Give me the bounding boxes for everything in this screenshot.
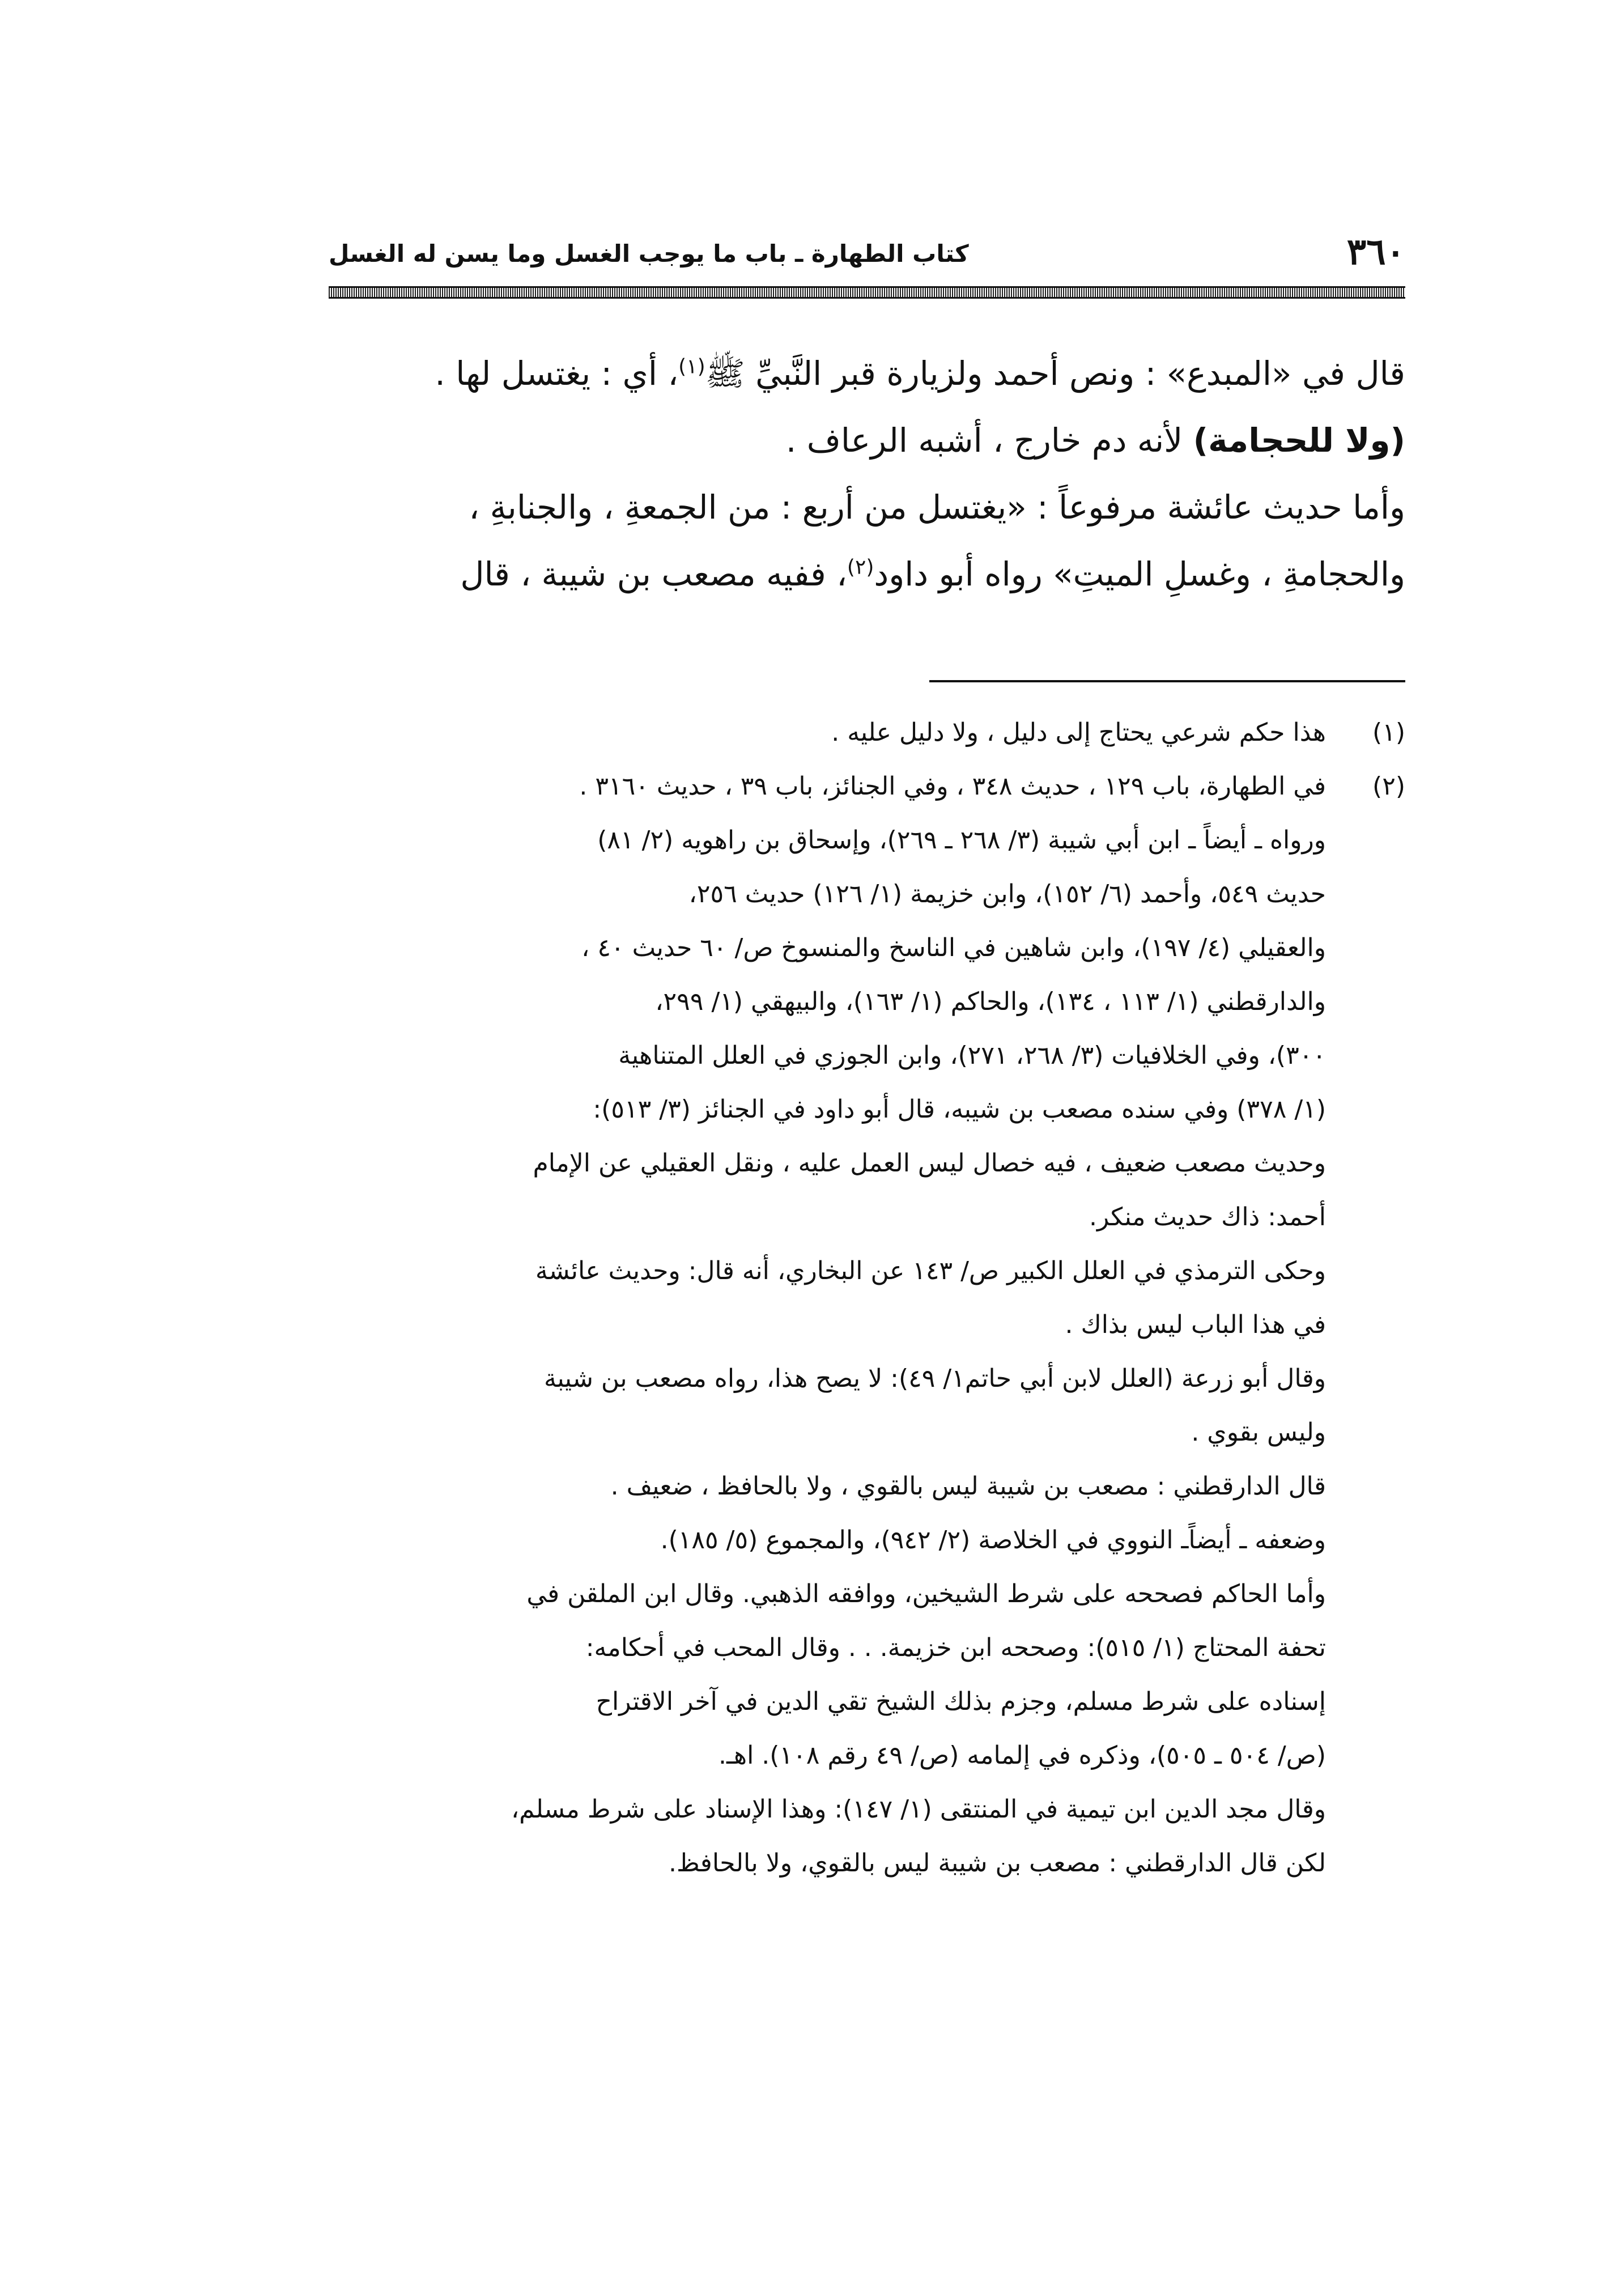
footnote-ref-1[interactable]: (١) [678,355,705,379]
footnote-line: وقال أبو زرعة (العلل لابن أبي حاتم١/ ٤٩): لا يصح هذا، رواه مصعب بن شيبة [543,1364,1326,1393]
footnote-1 [329,706,1405,759]
main-line-4: والحجامةِ ، وغسلِ الميتِ» رواه أبو داود$^{(٢)}$، ففيه مصعب بن شيبة ، قال [460,555,1405,593]
page-number: ٣٦٠ [1346,231,1405,273]
footnote-line: تحفة المحتاج (١/ ٥١٥): وصححه ابن خزيمة. . . وقال المحب في أحكامه: [585,1633,1326,1662]
running-title: كتاب الطهارة ـ باب ما يوجب الغسل وما يسن له الغسل [329,240,969,267]
footnote-line: في الطهارة، باب ١٢٩ ، حديث ٣٤٨ ، وفي الجنائز، باب ٣٩ ، حديث ٣١٦٠ . [579,772,1326,801]
footnote-2 [329,759,1405,1890]
main-line-2: (ولا للحجامة) لأنه دم خارج ، أشبه الرعاف . [785,421,1405,460]
footnote-line: وأما الحاكم فصححه على شرط الشيخين، ووافقه الذهبي. وقال ابن الملقن في [526,1579,1326,1608]
footnote-line: ٣٠٠)، وفي الخلافيات (٣/ ٢٦٨، ٢٧١)، وابن الجوزي في العلل المتناهية [618,1041,1326,1070]
matn-phrase: (ولا للحجامة) [1193,421,1405,460]
footnote-line: قال الدارقطني : مصعب بن شيبة ليس بالقوي ، ولا بالحافظ ، ضعيف . [610,1472,1326,1501]
footnote-separator [929,680,1405,682]
footnotes [329,706,1405,1890]
footnote-line: وضعفه ـ أيضاًـ النووي في الخلاصة (٢/ ٩٤٢)، والمجموع (٥/ ١٨٥). [660,1526,1326,1555]
footnote-line: أحمد: ذاك حديث منكر. [1089,1203,1326,1232]
main-line-3: وأما حديث عائشة مرفوعاً : «يغتسل من أربع : من الجمعةِ ، والجنابةِ ، [469,488,1405,526]
footnote-line: وحكى الترمذي في العلل الكبير ص/ ١٤٣ عن البخاري، أنه قال: وحديث عائشة [535,1256,1326,1285]
footnote-line: (١/ ٣٧٨) وفي سنده مصعب بن شيبه، قال أبو داود في الجنائز (٣/ ٥١٣): [593,1095,1326,1124]
footnote-line: حديث ٥٤٩، وأحمد (٦/ ١٥٢)، وابن خزيمة (١/ ١٢٦) حديث ٢٥٦، [688,880,1326,908]
main-line-1: قال في «المبدع» : ونص أحمد ولزيارة قبر النَّبيِّ ﷺ$^{(١)}$، أي : يغتسل لها . [435,354,1405,393]
footnote-line: والدارقطني (١/ ١١٣ ، ١٣٤)، والحاكم (١/ ١٦٣)، والبيهقي (١/ ٢٩٩، [655,987,1326,1016]
footnote-line: (ص/ ٥٠٤ ـ ٥٠٥)، وذكره في إلمامه (ص/ ٤٩ رقم ١٠٨). اهـ. [719,1741,1326,1770]
page-header [329,224,1405,286]
footnote-line: وقال مجد الدين ابن تيمية في المنتقى (١/ ١٤٧): وهذا الإسناد على شرط مسلم، [511,1795,1326,1824]
footnote-line: ورواه ـ أيضاً ـ ابن أبي شيبة (٣/ ٢٦٨ ـ ٢٦٩)، وإسحاق بن راهويه (٢/ ٨١) [597,826,1326,855]
footnote-line: لكن قال الدارقطني : مصعب بن شيبة ليس بالقوي، ولا بالحافظ. [669,1849,1326,1878]
footnote-ref-2[interactable]: (٢) [847,555,874,579]
main-text [329,340,1405,608]
footnote-line: وليس بقوي . [1191,1418,1326,1447]
header-divider [329,286,1405,299]
footnote-number: (١) [1372,718,1405,747]
footnote-line: إسناده على شرط مسلم، وجزم بذلك الشيخ تقي الدين في آخر الاقتراح [596,1687,1326,1716]
footnote-line: وحديث مصعب ضعيف ، فيه خصال ليس العمل عليه ، ونقل العقيلي عن الإمام [533,1149,1326,1178]
footnote-line: والعقيلي (٤/ ١٩٧)، وابن شاهين في الناسخ والمنسوخ ص/ ٦٠ حديث ٤٠ ، [581,933,1326,962]
footnote-line: في هذا الباب ليس بذاك . [1065,1310,1326,1339]
footnote-text: هذا حكم شرعي يحتاج إلى دليل ، ولا دليل عليه . [831,718,1326,747]
footnote-number: (٢) [1372,772,1405,801]
